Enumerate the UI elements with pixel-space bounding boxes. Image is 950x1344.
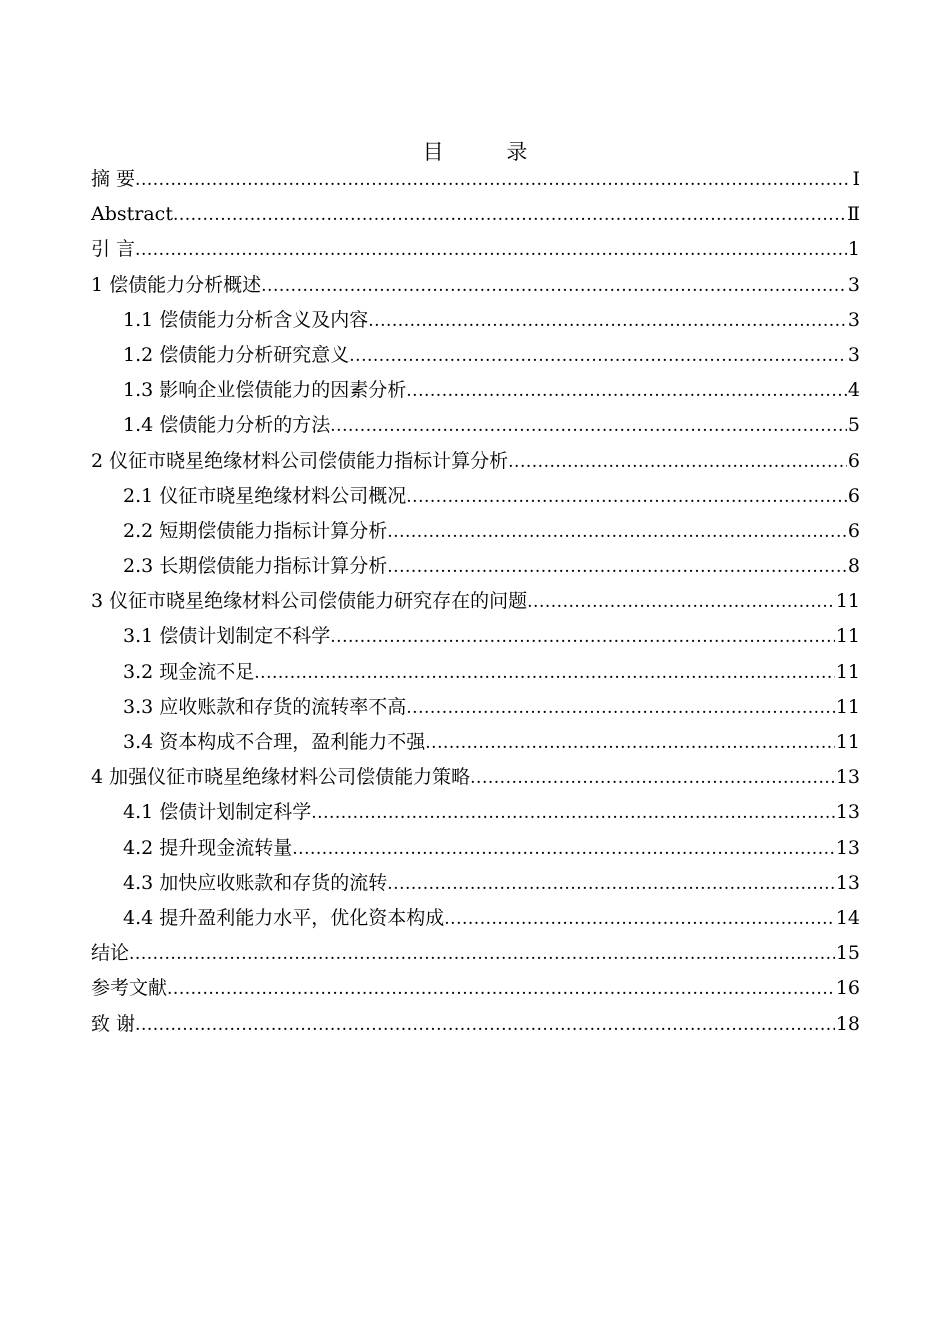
toc-entry[interactable] [91, 760, 860, 795]
dot-leader [173, 198, 846, 233]
toc-entry[interactable] [91, 1007, 860, 1042]
toc-entry-label: 3 仪征市晓星绝缘材料公司偿债能力研究存在的问题 [91, 590, 528, 613]
toc-entry[interactable] [91, 444, 860, 479]
dot-leader [387, 867, 835, 902]
toc-entry-label: 4.1 偿债计划制定科学 [123, 801, 312, 824]
toc-entry-label: 3.3 应收账款和存货的流转率不高 [123, 695, 407, 718]
toc-entry-page-number: 13 [835, 836, 860, 859]
toc-entry-page-number: 3 [847, 308, 860, 331]
toc-entry-label: 3.1 偿债计划制定不科学 [123, 625, 331, 648]
toc-entry-page-number: 5 [847, 414, 860, 437]
dot-leader [311, 796, 835, 831]
toc-entry[interactable] [91, 338, 860, 373]
toc-entry-label: 4 加强仪征市晓星绝缘材料公司偿债能力策略 [91, 766, 471, 789]
toc-entry[interactable] [91, 197, 860, 232]
toc-entry-page-number: 6 [847, 519, 860, 542]
toc-entry[interactable] [91, 584, 860, 619]
toc-entry[interactable] [91, 479, 860, 514]
toc-entry-page-number: 11 [835, 590, 860, 613]
toc-entry[interactable] [91, 655, 860, 690]
dot-leader [444, 902, 835, 937]
dot-leader [330, 620, 835, 655]
toc-entry[interactable] [91, 901, 860, 936]
dot-leader [167, 972, 835, 1007]
toc-entry-label: 3.4 资本构成不合理，盈利能力不强 [123, 731, 426, 753]
toc-entry[interactable] [91, 514, 860, 549]
toc-entry[interactable] [91, 725, 860, 760]
dot-leader [387, 550, 847, 585]
dot-leader [406, 480, 847, 515]
toc-entry[interactable] [91, 408, 860, 443]
toc-entry-label: 2.1 仪征市晓星绝缘材料公司概况 [123, 484, 407, 507]
toc-entry-label: 结论 [91, 942, 130, 965]
toc-entry-page-number: 18 [835, 1012, 860, 1035]
dot-leader [387, 515, 847, 550]
toc-entry-label: 2 仪征市晓星绝缘材料公司偿债能力指标计算分析 [91, 449, 509, 472]
dot-leader [330, 409, 847, 444]
toc-entry-page-number: 4 [847, 379, 860, 402]
toc-entry-page-number: 13 [835, 801, 860, 824]
toc-entry[interactable] [91, 232, 860, 267]
toc-entry-label: 4.4 提升盈利能力水平，优化资本构成 [123, 906, 445, 929]
toc-entry[interactable] [91, 303, 860, 338]
toc-entry-label: 参考文献 [91, 977, 168, 1000]
toc-entry-page-number: 1 [847, 238, 860, 261]
toc-entry-label: 4.2 提升现金流转量 [123, 836, 293, 859]
toc-entry-label: 1.4 偿债能力分析的方法 [123, 414, 331, 437]
toc-entry[interactable] [91, 373, 860, 408]
toc-entry-label: 致 谢 [91, 1012, 136, 1035]
toc-entry-page-number: Ⅰ [852, 168, 860, 190]
dot-leader [292, 832, 835, 867]
dot-leader [129, 937, 835, 972]
dot-leader [425, 726, 835, 761]
dot-leader [508, 445, 847, 480]
toc-entry-label: 1.3 影响企业偿债能力的因素分析 [123, 379, 407, 402]
dot-leader [254, 656, 835, 691]
toc-entry-page-number: 6 [847, 484, 860, 507]
toc-entry-label: 3.2 现金流不足 [123, 660, 255, 683]
dot-leader [261, 269, 847, 304]
toc-entry[interactable] [91, 971, 860, 1006]
dot-leader [470, 761, 835, 796]
toc-entry-page-number: 11 [835, 660, 860, 683]
toc-entry[interactable] [91, 866, 860, 901]
toc-entry[interactable] [91, 936, 860, 971]
toc-entry-page-number: 16 [835, 977, 860, 1000]
dot-leader [135, 1008, 835, 1043]
table-of-contents [91, 162, 860, 1042]
toc-entry[interactable] [91, 619, 860, 654]
toc-entry-page-number: 3 [847, 273, 860, 296]
toc-entry-label: 摘 要 [91, 168, 136, 190]
toc-entry[interactable] [91, 831, 860, 866]
toc-entry-page-number: 13 [835, 766, 860, 789]
dot-leader [135, 163, 851, 198]
toc-entry-label: 1.2 偿债能力分析研究意义 [123, 343, 350, 366]
dot-leader [527, 585, 835, 620]
toc-entry-page-number: 3 [847, 343, 860, 366]
toc-entry-page-number: 13 [835, 871, 860, 894]
toc-entry-page-number: Ⅱ [847, 203, 860, 226]
dot-leader [135, 233, 847, 268]
dot-leader [368, 304, 847, 339]
toc-entry[interactable] [91, 690, 860, 725]
toc-entry-label: 2.2 短期偿债能力指标计算分析 [123, 519, 388, 542]
toc-entry[interactable] [91, 268, 860, 303]
toc-entry-page-number: 11 [835, 695, 860, 718]
toc-entry-label: 1 偿债能力分析概述 [91, 273, 262, 296]
dot-leader [406, 691, 835, 726]
toc-entry-label: 2.3 长期偿债能力指标计算分析 [123, 555, 388, 578]
toc-entry-label: 4.3 加快应收账款和存货的流转 [123, 871, 388, 894]
toc-entry-page-number: 14 [835, 906, 860, 929]
toc-entry-page-number: 11 [835, 625, 860, 648]
toc-entry-label: 1.1 偿债能力分析含义及内容 [123, 308, 369, 331]
toc-entry-page-number: 6 [847, 449, 860, 472]
toc-entry-page-number: 8 [847, 555, 860, 578]
toc-entry-label: 引 言 [91, 238, 136, 261]
toc-entry[interactable] [91, 162, 860, 197]
toc-entry-page-number: 11 [835, 731, 860, 753]
toc-entry-page-number: 15 [835, 942, 860, 965]
dot-leader [406, 374, 847, 409]
toc-entry[interactable] [91, 549, 860, 584]
dot-leader [349, 339, 847, 374]
toc-title: 目 录 [422, 140, 556, 164]
toc-entry-label: Abstract [91, 203, 173, 226]
toc-entry[interactable] [91, 795, 860, 830]
